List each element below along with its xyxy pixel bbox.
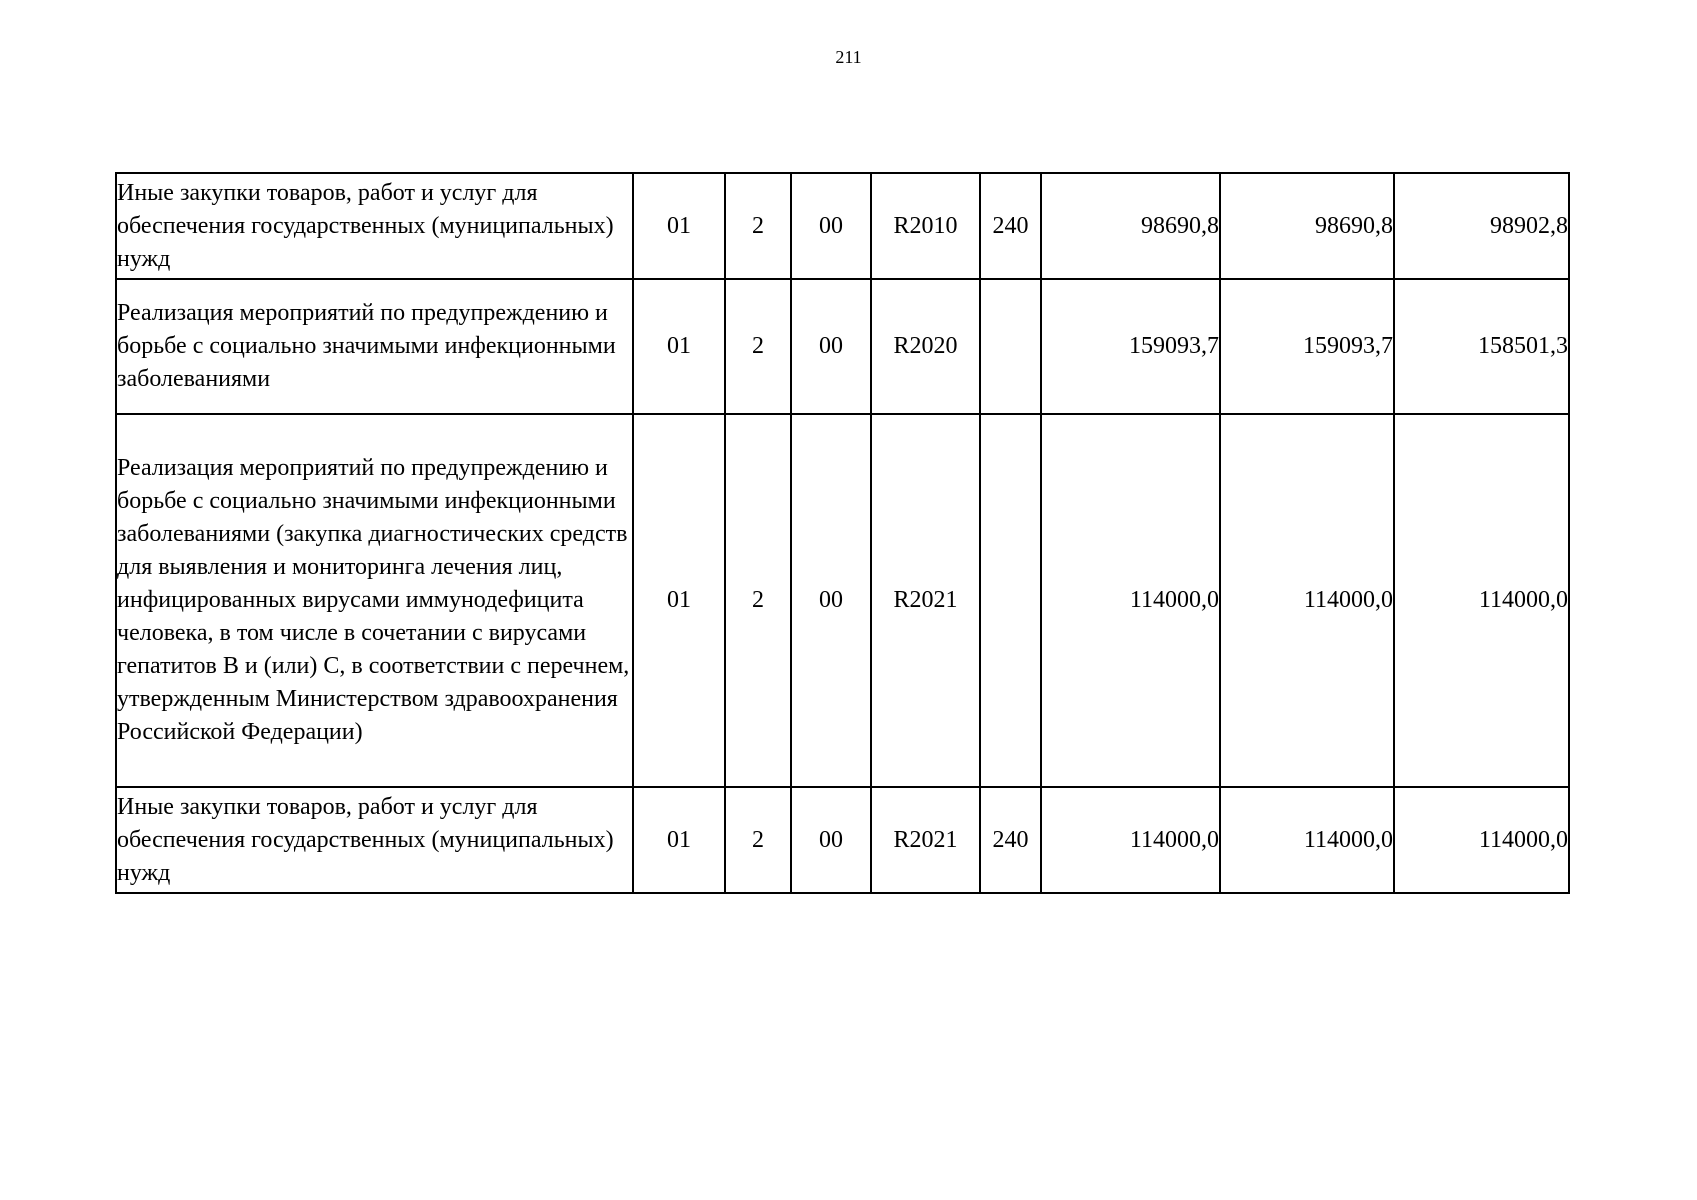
program-code: 01 [633,173,725,279]
amount-year-3: 158501,3 [1394,279,1569,414]
amount-year-3: 98902,8 [1394,173,1569,279]
amount-year-3: 114000,0 [1394,414,1569,787]
amount-year-1: 159093,7 [1041,279,1220,414]
amount-year-1: 114000,0 [1041,787,1220,893]
table-row [116,173,1569,279]
expense-type-code: 240 [980,787,1041,893]
expense-type-code: 240 [980,173,1041,279]
subprogram-code: 2 [725,173,791,279]
activity-code: 00 [791,414,871,787]
target-article-code: R2020 [871,279,980,414]
row-description: Реализация мероприятий по предупреждению и борьбе с социально значимыми инфекционными заболеваниями [116,279,633,414]
program-code: 01 [633,279,725,414]
amount-year-2: 114000,0 [1220,787,1394,893]
activity-code: 00 [791,279,871,414]
amount-year-3: 114000,0 [1394,787,1569,893]
amount-year-2: 114000,0 [1220,414,1394,787]
budget-table [115,172,1570,894]
page-number: 211 [835,47,862,67]
subprogram-code: 2 [725,787,791,893]
activity-code: 00 [791,787,871,893]
table-row [116,787,1569,893]
expense-type-code [980,279,1041,414]
target-article-code: R2010 [871,173,980,279]
amount-year-2: 98690,8 [1220,173,1394,279]
program-code: 01 [633,414,725,787]
row-description: Иные закупки товаров, работ и услуг для обеспечения государственных (муниципальных) нужд [116,787,633,893]
table-row [116,414,1569,787]
target-article-code: R2021 [871,414,980,787]
subprogram-code: 2 [725,279,791,414]
amount-year-1: 114000,0 [1041,414,1220,787]
target-article-code: R2021 [871,787,980,893]
amount-year-1: 98690,8 [1041,173,1220,279]
table-row [116,279,1569,414]
row-description: Реализация мероприятий по предупреждению и борьбе с социально значимыми инфекционными заболеваниями (закупка диагностических средств для выявления и мониторинга лечения лиц, инфицированных вирусами иммунодефицита человека, в том числе в сочетании с вирусами гепатитов B и (или) C, в соответствии с перечнем, утвержденным Министерством здравоохранения Российской Федерации) [116,414,633,787]
expense-type-code [980,414,1041,787]
subprogram-code: 2 [725,414,791,787]
amount-year-2: 159093,7 [1220,279,1394,414]
activity-code: 00 [791,173,871,279]
program-code: 01 [633,787,725,893]
row-description: Иные закупки товаров, работ и услуг для обеспечения государственных (муниципальных) нужд [116,173,633,279]
